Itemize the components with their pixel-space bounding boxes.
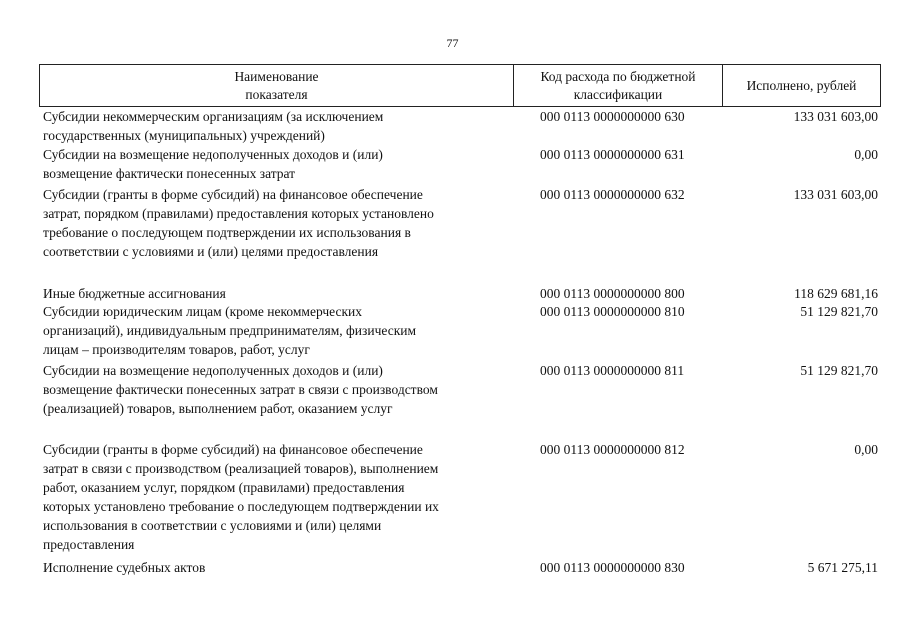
row-name: Исполнение судебных актов	[43, 560, 206, 575]
header-name-line1: Наименование	[234, 68, 319, 84]
row-amount: 0,00	[854, 442, 878, 457]
row-amount: 0,00	[854, 147, 878, 162]
header-amount-cell	[723, 65, 880, 106]
row-code: 000 0113 0000000000 800	[540, 286, 685, 301]
row-amount: 51 129 821,70	[800, 304, 878, 319]
row-name: Субсидии некоммерческим организациям (за исключением государственных (муниципальных) учреждений)	[43, 109, 384, 143]
header-name-line2: показателя	[245, 86, 308, 102]
row-code: 000 0113 0000000000 630	[540, 109, 685, 124]
row-name: Субсидии юридическим лицам (кроме некоммерческих организаций), индивидуальным предпринимателям, физическим лицам – производителям товаров, работ, услуг	[43, 304, 417, 357]
row-amount: 118 629 681,16	[794, 286, 878, 301]
header-code-line1: Код расхода по бюджетной	[540, 68, 696, 84]
row-amount: 51 129 821,70	[800, 363, 878, 378]
row-code: 000 0113 0000000000 812	[540, 442, 685, 457]
row-code: 000 0113 0000000000 631	[540, 147, 685, 162]
row-name: Субсидии (гранты в форме субсидий) на финансовое обеспечение затрат в связи с производством (реализацией товаров), выполнением работ, оказанием услуг, порядком (правилами) предоставления которых установлено требование о последующем подтверждении их использования в соответствии с условиями и (или) целями предоставления	[43, 442, 439, 552]
header-amount: Исполнено, рублей	[746, 77, 857, 93]
row-amount: 5 671 275,11	[807, 560, 878, 575]
row-amount: 133 031 603,00	[793, 187, 878, 202]
header-code-line2: классификации	[573, 86, 663, 102]
row-name: Субсидии (гранты в форме субсидий) на финансовое обеспечение затрат, порядком (правилами) предоставления которых установлено требование о последующем подтверждении их использования в соответствии с условиями и (или) целями предоставления	[43, 187, 434, 259]
header-name-cell	[40, 65, 514, 106]
header-code-cell	[514, 65, 723, 106]
row-name: Субсидии на возмещение недополученных доходов и (или) возмещение фактически понесенных затрат в связи с производством (реализацией) товаров, выполнением работ, оказанием услуг	[43, 363, 438, 416]
row-name: Субсидии на возмещение недополученных доходов и (или) возмещение фактически понесенных затрат	[43, 147, 383, 181]
row-code: 000 0113 0000000000 830	[540, 560, 685, 575]
row-code: 000 0113 0000000000 810	[540, 304, 685, 319]
row-name: Иные бюджетные ассигнования	[43, 286, 226, 301]
page-number: 77	[446, 36, 459, 50]
row-amount: 133 031 603,00	[793, 109, 878, 124]
row-code: 000 0113 0000000000 632	[540, 187, 685, 202]
table-header	[39, 64, 881, 107]
row-code: 000 0113 0000000000 811	[540, 363, 685, 378]
